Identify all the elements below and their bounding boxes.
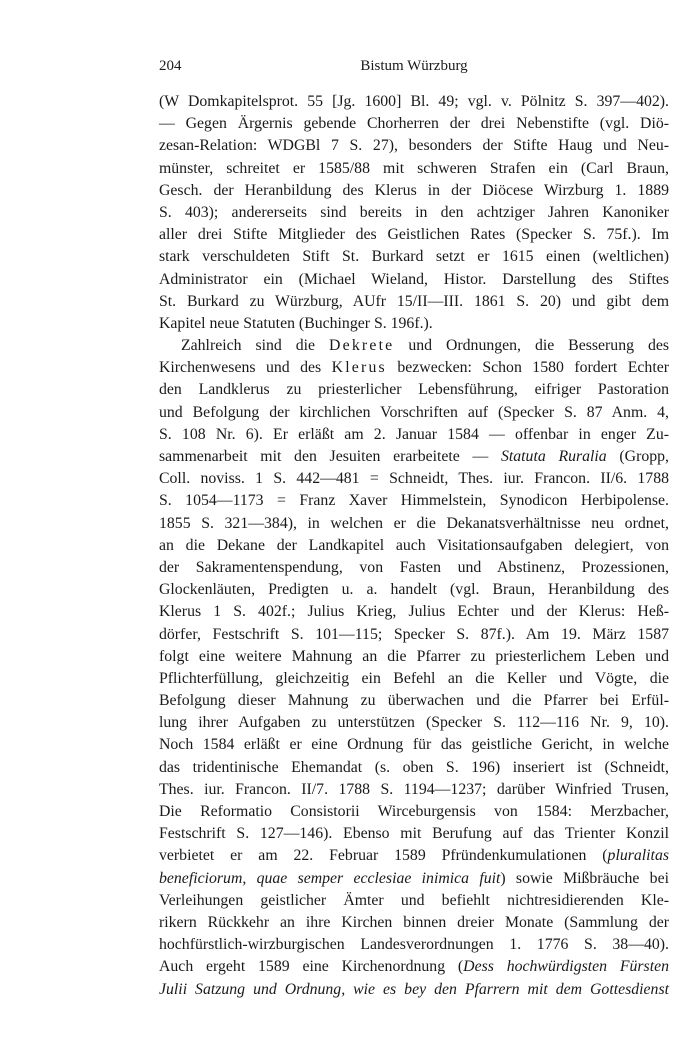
- text-line: Administrator ein (Michael Wieland, Histor. Darstellung des Stiftes: [159, 270, 669, 288]
- text-line: St. Burkard zu Würzburg, AUfr 15/II—III. 1861 S. 20) und gibt dem: [159, 292, 669, 310]
- italic-title: Julii Satzung und Ordnung, wie es bey den Pfarrern mit dem Gottesdienst: [159, 980, 669, 998]
- text-line: das tridentinische Ehemandat (s. oben S. 196) inseriert ist (Schneidt,: [159, 758, 669, 776]
- text-line: dörfer, Festschrift S. 101—115; Specker S. 87f.). Am 19. März 1587: [159, 625, 669, 643]
- text-line: an die Dekane der Landkapitel auch Visitationsaufgaben delegiert, von: [159, 536, 669, 554]
- text-line: S. 108 Nr. 6). Er erläßt am 2. Januar 1584 — offenbar in enger Zu-: [159, 425, 669, 443]
- text-line: — Gegen Ärgernis gebende Chorherren der drei Nebenstifte (vgl. Diö-: [159, 115, 669, 133]
- text-line: S. 403); andererseits sind bereits in den achtziger Jahren Kanoniker: [159, 203, 669, 221]
- running-header: [159, 56, 669, 76]
- text-line: Festschrift S. 127—146). Ebenso mit Berufung auf das Trienter Konzil: [159, 825, 669, 843]
- text-line: aller drei Stifte Mitglieder des Geistlichen Rates (Specker S. 75f.). Im: [159, 226, 669, 244]
- text-line: Glockenläuten, Predigten u. a. handelt (vgl. Braun, Heranbildung des: [159, 581, 669, 599]
- italic-quote: pluralitas: [607, 847, 669, 865]
- text-line: Klerus 1 S. 402f.; Julius Krieg, Julius Echter und der Klerus: Heß-: [159, 603, 669, 621]
- text-line: Auch ergeht 1589 eine Kirchenordnung (Dess hochwürdigsten Fürsten: [159, 958, 669, 976]
- text-line: Gesch. der Heranbildung des Klerus in der Diöcese Wirzburg 1. 1889: [159, 181, 669, 199]
- paragraph-start-line: Zahlreich sind die Dekrete und Ordnungen, die Besserung des: [181, 337, 669, 355]
- text-line: den Landklerus zu priesterlicher Lebensführung, eifriger Pastoration: [159, 381, 669, 399]
- italic-quote: beneficiorum, quae semper ecclesiae inimica fuit: [159, 869, 501, 887]
- text-line: verbietet er am 22. Februar 1589 Pfründenkumulationen (pluralitas: [159, 847, 669, 865]
- text-line: folgt eine weitere Mahnung an die Pfarrer zu priesterlichem Leben und: [159, 647, 669, 665]
- text-line: und Befolgung der kirchlichen Vorschriften auf (Specker S. 87 Anm. 4,: [159, 403, 669, 421]
- running-title: Bistum Würzburg: [360, 58, 468, 74]
- text-line: [159, 979, 669, 1001]
- text-line: S. 1054—1173 = Franz Xaver Himmelstein, Synodicon Herbipolense.: [159, 492, 669, 510]
- text-line: hochfürstlich-wirzburgischen Landesverordnungen 1. 1776 S. 38—40).: [159, 936, 669, 954]
- text-line: Kirchenwesens und des Klerus bezwecken: Schon 1580 fordert Echter: [159, 359, 669, 377]
- body-text: [159, 91, 669, 1001]
- text-line: münster, schreitet er 1585/88 mit schweren Strafen ein (Carl Braun,: [159, 159, 669, 177]
- text-line: der Sakramentenspendung, von Fasten und Abstinenz, Prozessionen,: [159, 558, 669, 576]
- text-line: Thes. iur. Francon. II/7. 1788 S. 1194—1237; darüber Winfried Trusen,: [159, 780, 669, 798]
- text-line: (W Domkapitelsprot. 55 [Jg. 1600] Bl. 49; vgl. v. Pölnitz S. 397—402).: [159, 93, 669, 110]
- italic-title: Dess hochwürdigsten Fürsten: [463, 958, 669, 976]
- spaced-emphasis: Dekrete: [329, 337, 395, 355]
- text-line: 1855 S. 321—384), in welchen er die Dekanatsverhältnisse neu ordnet,: [159, 514, 669, 532]
- text-line: zesan-Relation: WDGBl 7 S. 27), besonders der Stifte Haug und Neu-: [159, 137, 669, 155]
- text-line: rikern Rückkehr an ihre Kirchen binnen dreier Monate (Sammlung der: [159, 913, 669, 931]
- text-line: stark verschuldeten Stift St. Burkard setzt er 1615 einen (weltlichen): [159, 248, 669, 266]
- paragraph-end-line: Kapitel neue Statuten (Buchinger S. 196f.).: [159, 314, 433, 332]
- text-line: Befolgung dieser Mahnung zu überwachen und die Pfarrer bei Erfül-: [159, 692, 669, 710]
- text-line: Verleihungen geistlicher Ämter und befiehlt nichtresidierenden Kle-: [159, 891, 669, 909]
- text-line: Noch 1584 erläßt er eine Ordnung für das geistliche Gericht, in welche: [159, 736, 669, 754]
- text-line: Coll. noviss. 1 S. 442—481 = Schneidt, Thes. iur. Francon. II/6. 1788: [159, 470, 669, 488]
- text-line: Pflichterfüllung, gleichzeitig ein Befehl an die Keller und Vögte, die: [159, 669, 669, 687]
- italic-title: Statuta Ruralia: [500, 448, 607, 465]
- text-line: sammenarbeit mit den Jesuiten erarbeitete — Statuta Ruralia (Gropp,: [159, 448, 669, 465]
- text-line: Die Reformatio Consistorii Wirceburgensis von 1584: Merzbacher,: [159, 803, 669, 820]
- page-number: 204: [159, 58, 182, 74]
- text-line: lung ihrer Aufgaben zu unterstützen (Specker S. 112—116 Nr. 9, 10).: [159, 714, 669, 732]
- text-line: beneficiorum, quae semper ecclesiae inimica fuit) sowie Mißbräuche bei: [159, 869, 669, 887]
- spaced-emphasis: Klerus: [331, 359, 387, 377]
